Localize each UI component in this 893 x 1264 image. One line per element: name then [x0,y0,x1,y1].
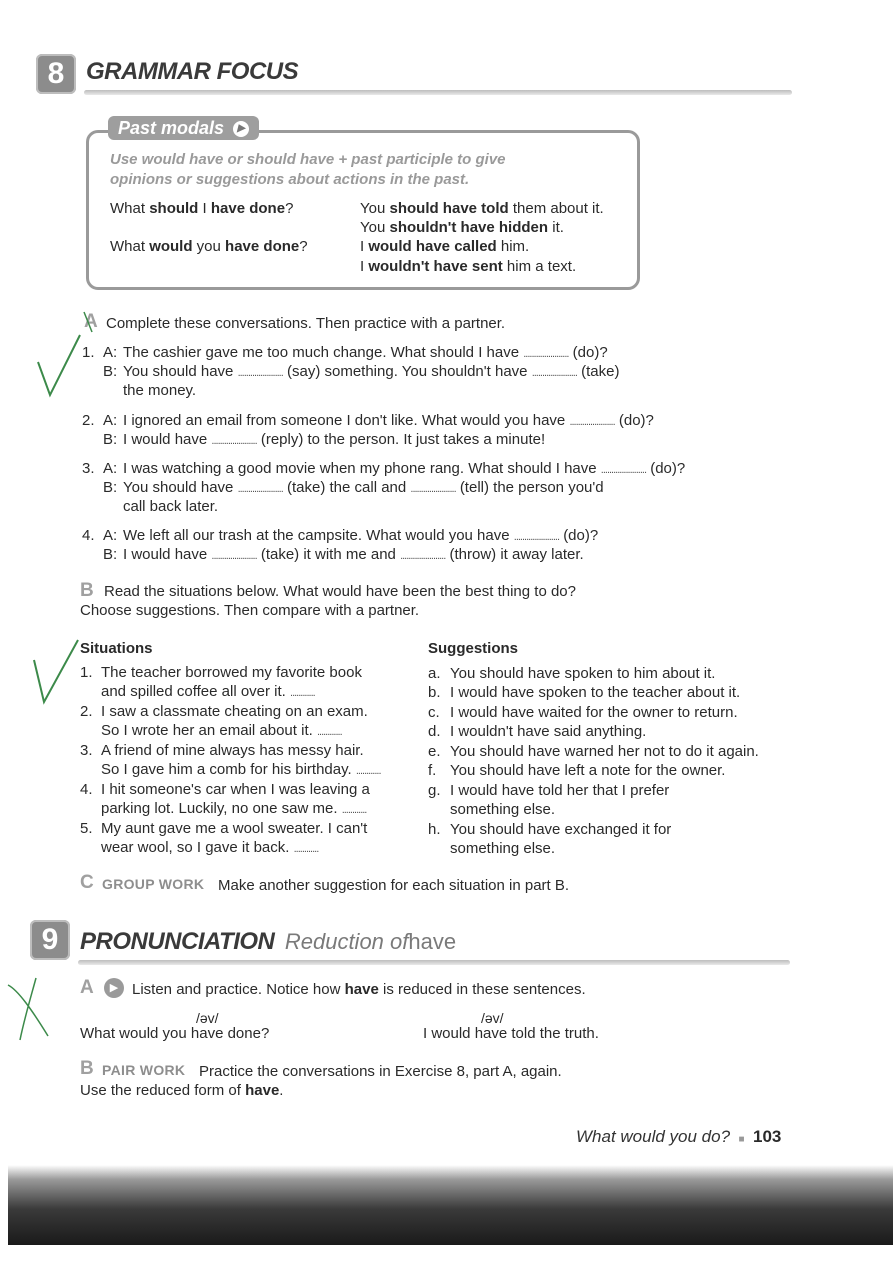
chapter-title: What would you do? [576,1127,731,1146]
conversation-line: I would have ...................... (take) it with me and ...................... (throw) it away later. [123,546,584,563]
conversation-line: the money. [123,382,197,399]
checkmark-annotation [38,335,80,395]
answer-blank[interactable]: ...................... [531,367,577,379]
situation-text: and spilled coffee all over it. ............ [101,683,315,700]
section-title: PRONUNCIATION [80,928,275,955]
part-b-instruction-1: Practice the conversations in Exercise 8, part A, again. [199,1063,562,1080]
answer-blank[interactable]: ...................... [400,550,446,562]
answer-blank[interactable]: ............ [316,726,342,738]
conversation-line: We left all our trash at the campsite. What would you have ...................... (do)? [123,527,599,544]
ipa-label: /əv/ [196,1010,219,1026]
answer-blank[interactable]: ............ [293,843,319,855]
part-c-letter: C [80,872,94,893]
grammar-answer-2: You shouldn't have hidden it. [360,219,564,236]
checkmark-annotation [34,640,78,702]
example-sentence: What would you have done? [80,1025,270,1042]
group-work-label: GROUP WORK [102,876,205,892]
conversation-line: call back later. [123,498,219,515]
pair-work-label: PAIR WORK [102,1062,186,1078]
situation-text: I saw a classmate cheating on an exam. [101,703,368,720]
suggestion-text: You should have exchanged it for [450,821,672,838]
suggestion-letter: d. [428,723,441,740]
speaker-a: A: [103,412,118,429]
item-number: 2. [82,412,95,429]
grammar-question-2: What would you have done? [110,238,308,255]
page-number: 103 [753,1127,782,1146]
situation-number: 4. [80,781,93,798]
answer-blank[interactable]: ............ [341,804,367,816]
part-b-instruction-2: Choose suggestions. Then compare with a partner. [80,602,420,619]
past-modals-label: Past modals [118,118,225,138]
section-number-badge: 8 [36,54,76,94]
answer-blank[interactable]: ...................... [523,348,569,360]
part-a-letter: A [80,977,94,998]
answer-blank[interactable]: ...................... [237,483,283,495]
answer-blank[interactable]: ...................... [600,464,647,476]
grammar-intro-line-1: Use would have or should have + past participle to give [110,151,506,168]
suggestion-letter: g. [428,782,441,799]
answer-blank[interactable]: ...................... [211,550,257,562]
pen-stroke [84,312,92,332]
audio-play-icon[interactable]: ▶ [104,978,124,998]
suggestion-text: something else. [450,801,556,818]
situation-number: 5. [80,820,93,837]
cross-annotation [8,978,48,1040]
section-subtitle: Reduction of [284,929,409,954]
answer-blank[interactable]: ...................... [410,483,456,495]
suggestions-header: Suggestions [428,640,519,657]
part-b-instruction-1: Read the situations below. What would have been the best thing to do? [104,583,576,600]
item-number: 3. [82,460,95,477]
speaker-b: B: [103,546,118,563]
answer-blank[interactable]: ...................... [237,367,283,379]
answer-blank[interactable]: ............ [355,765,381,777]
speaker-b: B: [103,363,118,380]
section-title: GRAMMAR FOCUS [86,58,299,85]
suggestion-text: I would have spoken to the teacher about it. [450,684,741,701]
part-b-letter: B [80,580,94,601]
speaker-a: A: [103,460,118,477]
answer-blank[interactable]: ...................... [569,416,615,428]
suggestion-text: You should have left a note for the owner. [450,762,726,779]
grammar-answer-4: I wouldn't have sent him a text. [360,258,577,275]
item-number: 1. [82,344,95,361]
suggestion-text: I wouldn't have said anything. [450,723,647,740]
speaker-a: A: [103,527,118,544]
part-c-instruction: Make another suggestion for each situation in part B. [218,877,570,894]
conversation-line: You should have ...................... (say) something. You shouldn't have ...................... (take) [123,363,620,380]
situation-text: The teacher borrowed my favorite book [101,664,362,681]
item-number: 4. [82,527,95,544]
part-b-letter: B [80,1058,94,1079]
suggestion-letter: f. [428,762,437,779]
conversation-line: You should have ...................... (take) the call and ...................... (tell) the person you'd [123,479,604,496]
suggestion-text: You should have spoken to him about it. [450,665,716,682]
speaker-b: B: [103,479,118,496]
answer-blank[interactable]: ...................... [211,435,257,447]
suggestion-text: I would have told her that I prefer [450,782,670,799]
situation-text: So I gave him a comb for his birthday. ............ [101,761,381,778]
situation-number: 3. [80,742,93,759]
suggestion-text: something else. [450,840,556,857]
grammar-answer-1: You should have told them about it. [360,200,604,217]
conversation-line: The cashier gave me too much change. What should I have ...................... (do)? [123,344,608,361]
suggestion-letter: b. [428,684,441,701]
answer-blank[interactable]: ............ [290,687,315,699]
grammar-intro-line-2: opinions or suggestions about actions in the past. [110,171,470,188]
suggestion-text: You should have warned her not to do it again. [450,743,759,760]
suggestion-letter: a. [428,665,441,682]
grammar-answer-3: I would have called him. [360,238,530,255]
conversation-line: I ignored an email from someone I don't like. What would you have ...................... (do)? [123,412,654,429]
speaker-a: A: [103,344,118,361]
part-b-instruction-2: Use the reduced form of have. [80,1082,284,1099]
situation-text: So I wrote her an email about it. ............ [101,722,342,739]
suggestion-text: I would have waited for the owner to return. [450,704,738,721]
suggestion-letter: c. [428,704,440,721]
answer-blank[interactable]: ...................... [513,531,560,543]
situation-text: A friend of mine always has messy hair. [101,742,364,759]
section-subtitle-word: have [408,929,457,954]
pronunciation-instruction: Listen and practice. Notice how have is reduced in these sentences. [132,981,586,998]
suggestion-letter: e. [428,743,441,760]
situation-text: parking lot. Luckily, no one saw me. ............ [101,800,367,817]
situation-text: My aunt gave me a wool sweater. I can't [101,820,368,837]
audio-play-icon[interactable]: ▶ [233,121,249,137]
section-number-badge: 9 [30,920,70,960]
example-sentence: I would have told the truth. [423,1025,599,1042]
part-a-instruction: Complete these conversations. Then practice with a partner. [106,315,506,332]
situation-number: 2. [80,703,93,720]
ipa-label: /əv/ [481,1010,504,1026]
situation-text: I hit someone's car when I was leaving a [101,781,370,798]
grammar-question-1: What should I have done? [110,200,294,217]
suggestion-letter: h. [428,821,441,838]
situations-header: Situations [80,640,153,657]
footer-bullet: ■ [738,1134,745,1145]
situation-number: 1. [80,664,93,681]
conversation-line: I was watching a good movie when my phone rang. What should I have ...................... (do)? [123,460,686,477]
part-a-letter: A [84,311,98,332]
conversation-line: I would have ...................... (reply) to the person. It just takes a minute! [123,431,546,448]
situation-text: wear wool, so I gave it back. ............ [101,839,319,856]
speaker-b: B: [103,431,118,448]
